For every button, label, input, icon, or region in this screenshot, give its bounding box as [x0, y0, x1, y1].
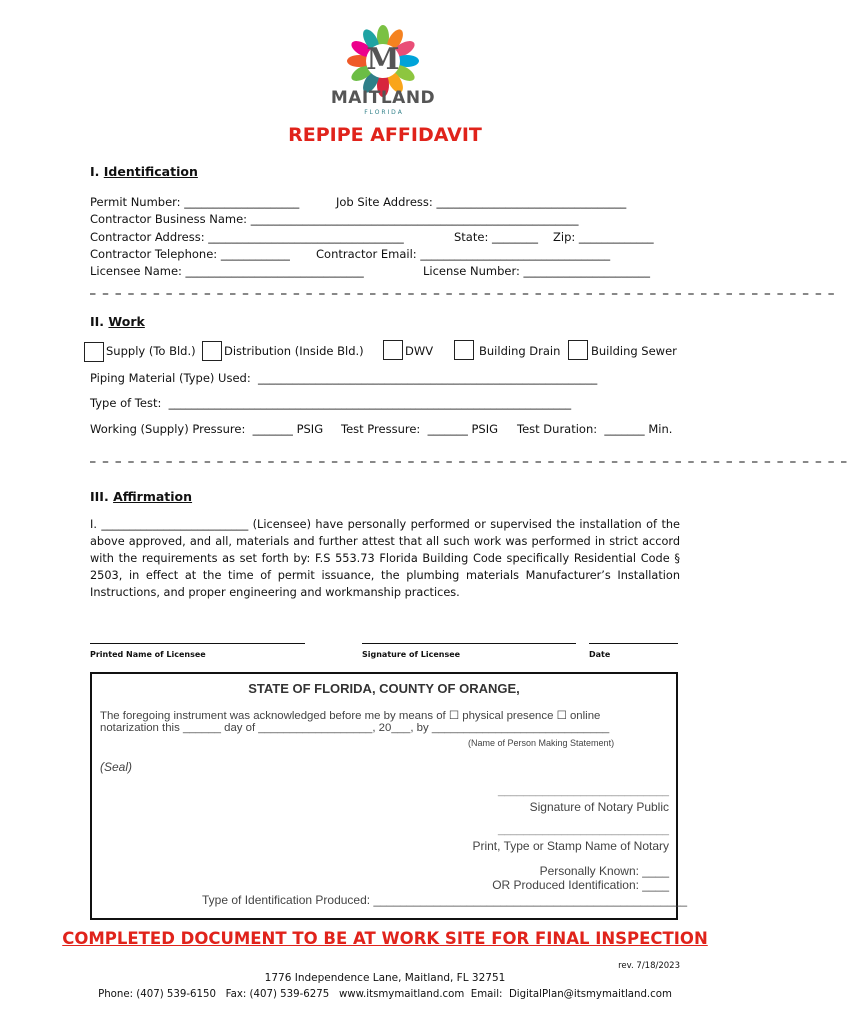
logo-name: MAITLAND	[330, 88, 436, 108]
supply-label: Supply (To Bld.)	[106, 344, 196, 358]
notary-heading: STATE OF FLORIDA, COUNTY OF ORANGE,	[248, 681, 520, 696]
dwv-label: DWV	[405, 344, 434, 358]
maitland-logo	[328, 25, 438, 120]
seal-label: (Seal)	[100, 760, 133, 774]
contractor-email-field[interactable]: Contractor Email: _________________________________	[316, 247, 611, 261]
signature-line[interactable]	[362, 643, 576, 644]
section-title: Work	[108, 314, 145, 329]
personally-known[interactable]: Personally Known: ____	[539, 864, 669, 878]
building-sewer-checkbox[interactable]	[568, 340, 588, 360]
notary-print-label: Print, Type or Stamp Name of Notary	[472, 839, 669, 853]
section-separator: _ _ _ _ _ _ _ _ _ _ _ _ _ _ _ _ _ _ _ _ _ _ _ _ _ _ _ _ _ _ _ _ _ _ _ _ _ _ _ _ _ _ _ _ _ _ _ _ _ _ _ _ _ _ _ _ _ _ _	[90, 282, 836, 295]
section-work-heading	[90, 314, 145, 329]
licensee-name-field[interactable]: Licensee Name: _______________________________	[90, 264, 364, 278]
license-number-field[interactable]: License Number: ______________________	[423, 264, 651, 278]
footer-address: 1776 Independence Lane, Maitland, FL 32751	[264, 972, 506, 984]
building-drain-label: Building Drain	[479, 344, 561, 358]
document-title: REPIPE AFFIDAVIT	[288, 124, 482, 146]
section-title: Identification	[103, 164, 198, 179]
notary-line-1: The foregoing instrument was acknowledged before me by means of ☐ physical presence ☐ online	[100, 710, 601, 722]
name-caption: (Name of Person Making Statement)	[468, 738, 615, 748]
contractor-telephone-field[interactable]: Contractor Telephone: ____________	[90, 247, 290, 261]
type-of-test-field[interactable]: Type of Test: ______________________________________________________________________	[90, 396, 572, 410]
contractor-address-field[interactable]: Contractor Address: __________________________________	[90, 230, 404, 244]
section-separator: _ _ _ _ _ _ _ _ _ _ _ _ _ _ _ _ _ _ _ _ _ _ _ _ _ _ _ _ _ _ _ _ _ _ _ _ _ _ _ _ _ _ _ _ _ _ _ _ _ _ _ _ _ _ _ _ _ _ _ _	[90, 450, 848, 463]
printed-name-label: Printed Name of Licensee	[90, 650, 206, 659]
section-affirmation-heading	[90, 489, 192, 504]
distribution-label: Distribution (Inside Bld.)	[224, 344, 364, 358]
building-drain-checkbox[interactable]	[454, 340, 474, 360]
distribution-checkbox[interactable]	[202, 341, 222, 361]
section-identification-heading	[90, 164, 198, 179]
state-field[interactable]: State: ________	[454, 230, 538, 244]
permit-number-field[interactable]: Permit Number: ____________________	[90, 195, 300, 209]
building-sewer-label: Building Sewer	[591, 344, 677, 358]
dwv-checkbox[interactable]	[383, 340, 403, 360]
section-number: I.	[90, 164, 100, 179]
identification-type-field[interactable]: Type of Identification Produced: _______________________________________________	[202, 893, 688, 907]
piping-material-field[interactable]: Piping Material (Type) Used: ___________________________________________________________	[90, 371, 598, 385]
date-label: Date	[589, 650, 611, 659]
footer-contact: Phone: (407) 539-6150 Fax: (407) 539-6275 www.itsmymaitland.com Email: DigitalPlan@itsmymaitland.com	[98, 989, 672, 1000]
date-line[interactable]	[589, 643, 678, 644]
logo-state: F L O R I D A	[364, 109, 402, 116]
notary-print-line[interactable]: ___________________________	[497, 824, 669, 836]
notary-line-2[interactable]: notarization this ______ day of __________________, 20___, by ____________________________	[100, 722, 610, 734]
section-number: III.	[90, 489, 109, 504]
completion-notice: COMPLETED DOCUMENT TO BE AT WORK SITE FOR FINAL INSPECTION	[62, 929, 708, 948]
test-pressure-field[interactable]: Test Pressure: _______ PSIG	[341, 422, 499, 436]
contractor-business-name-field[interactable]: Contractor Business Name: _________________________________________________________	[90, 212, 579, 226]
affirmation-paragraph: I. __________________________ (Licensee) have personally performed or supervised the installation of the above approved, and all, materials and further attest that all such work was performed in strict accord with the requirements as set forth by: F.S 553.73 Florida Building Code specifically Residential Code § 2503, in effect at the time of permit issuance, the plumbing materials Manufacturer’s Installation Instructions, and proper engineering and workmanship practices.	[90, 518, 680, 599]
revision-date: rev. 7/18/2023	[618, 961, 680, 971]
job-site-address-field[interactable]: Job Site Address: _________________________________	[336, 195, 627, 209]
working-pressure-field[interactable]: Working (Supply) Pressure: _______ PSIG	[90, 422, 324, 436]
test-duration-field[interactable]: Test Duration: _______ Min.	[517, 422, 673, 436]
produced-identification[interactable]: OR Produced Identification: ____	[492, 878, 669, 892]
signature-label: Signature of Licensee	[362, 650, 461, 659]
supply-checkbox[interactable]	[84, 342, 104, 362]
notary-signature-line[interactable]: ___________________________	[497, 785, 669, 797]
section-title: Affirmation	[113, 489, 193, 504]
logo-letter: M	[366, 42, 400, 77]
printed-name-line[interactable]	[90, 643, 305, 644]
notary-signature-label: Signature of Notary Public	[529, 800, 669, 814]
section-number: II.	[90, 314, 105, 329]
zip-field[interactable]: Zip: _____________	[553, 230, 654, 244]
